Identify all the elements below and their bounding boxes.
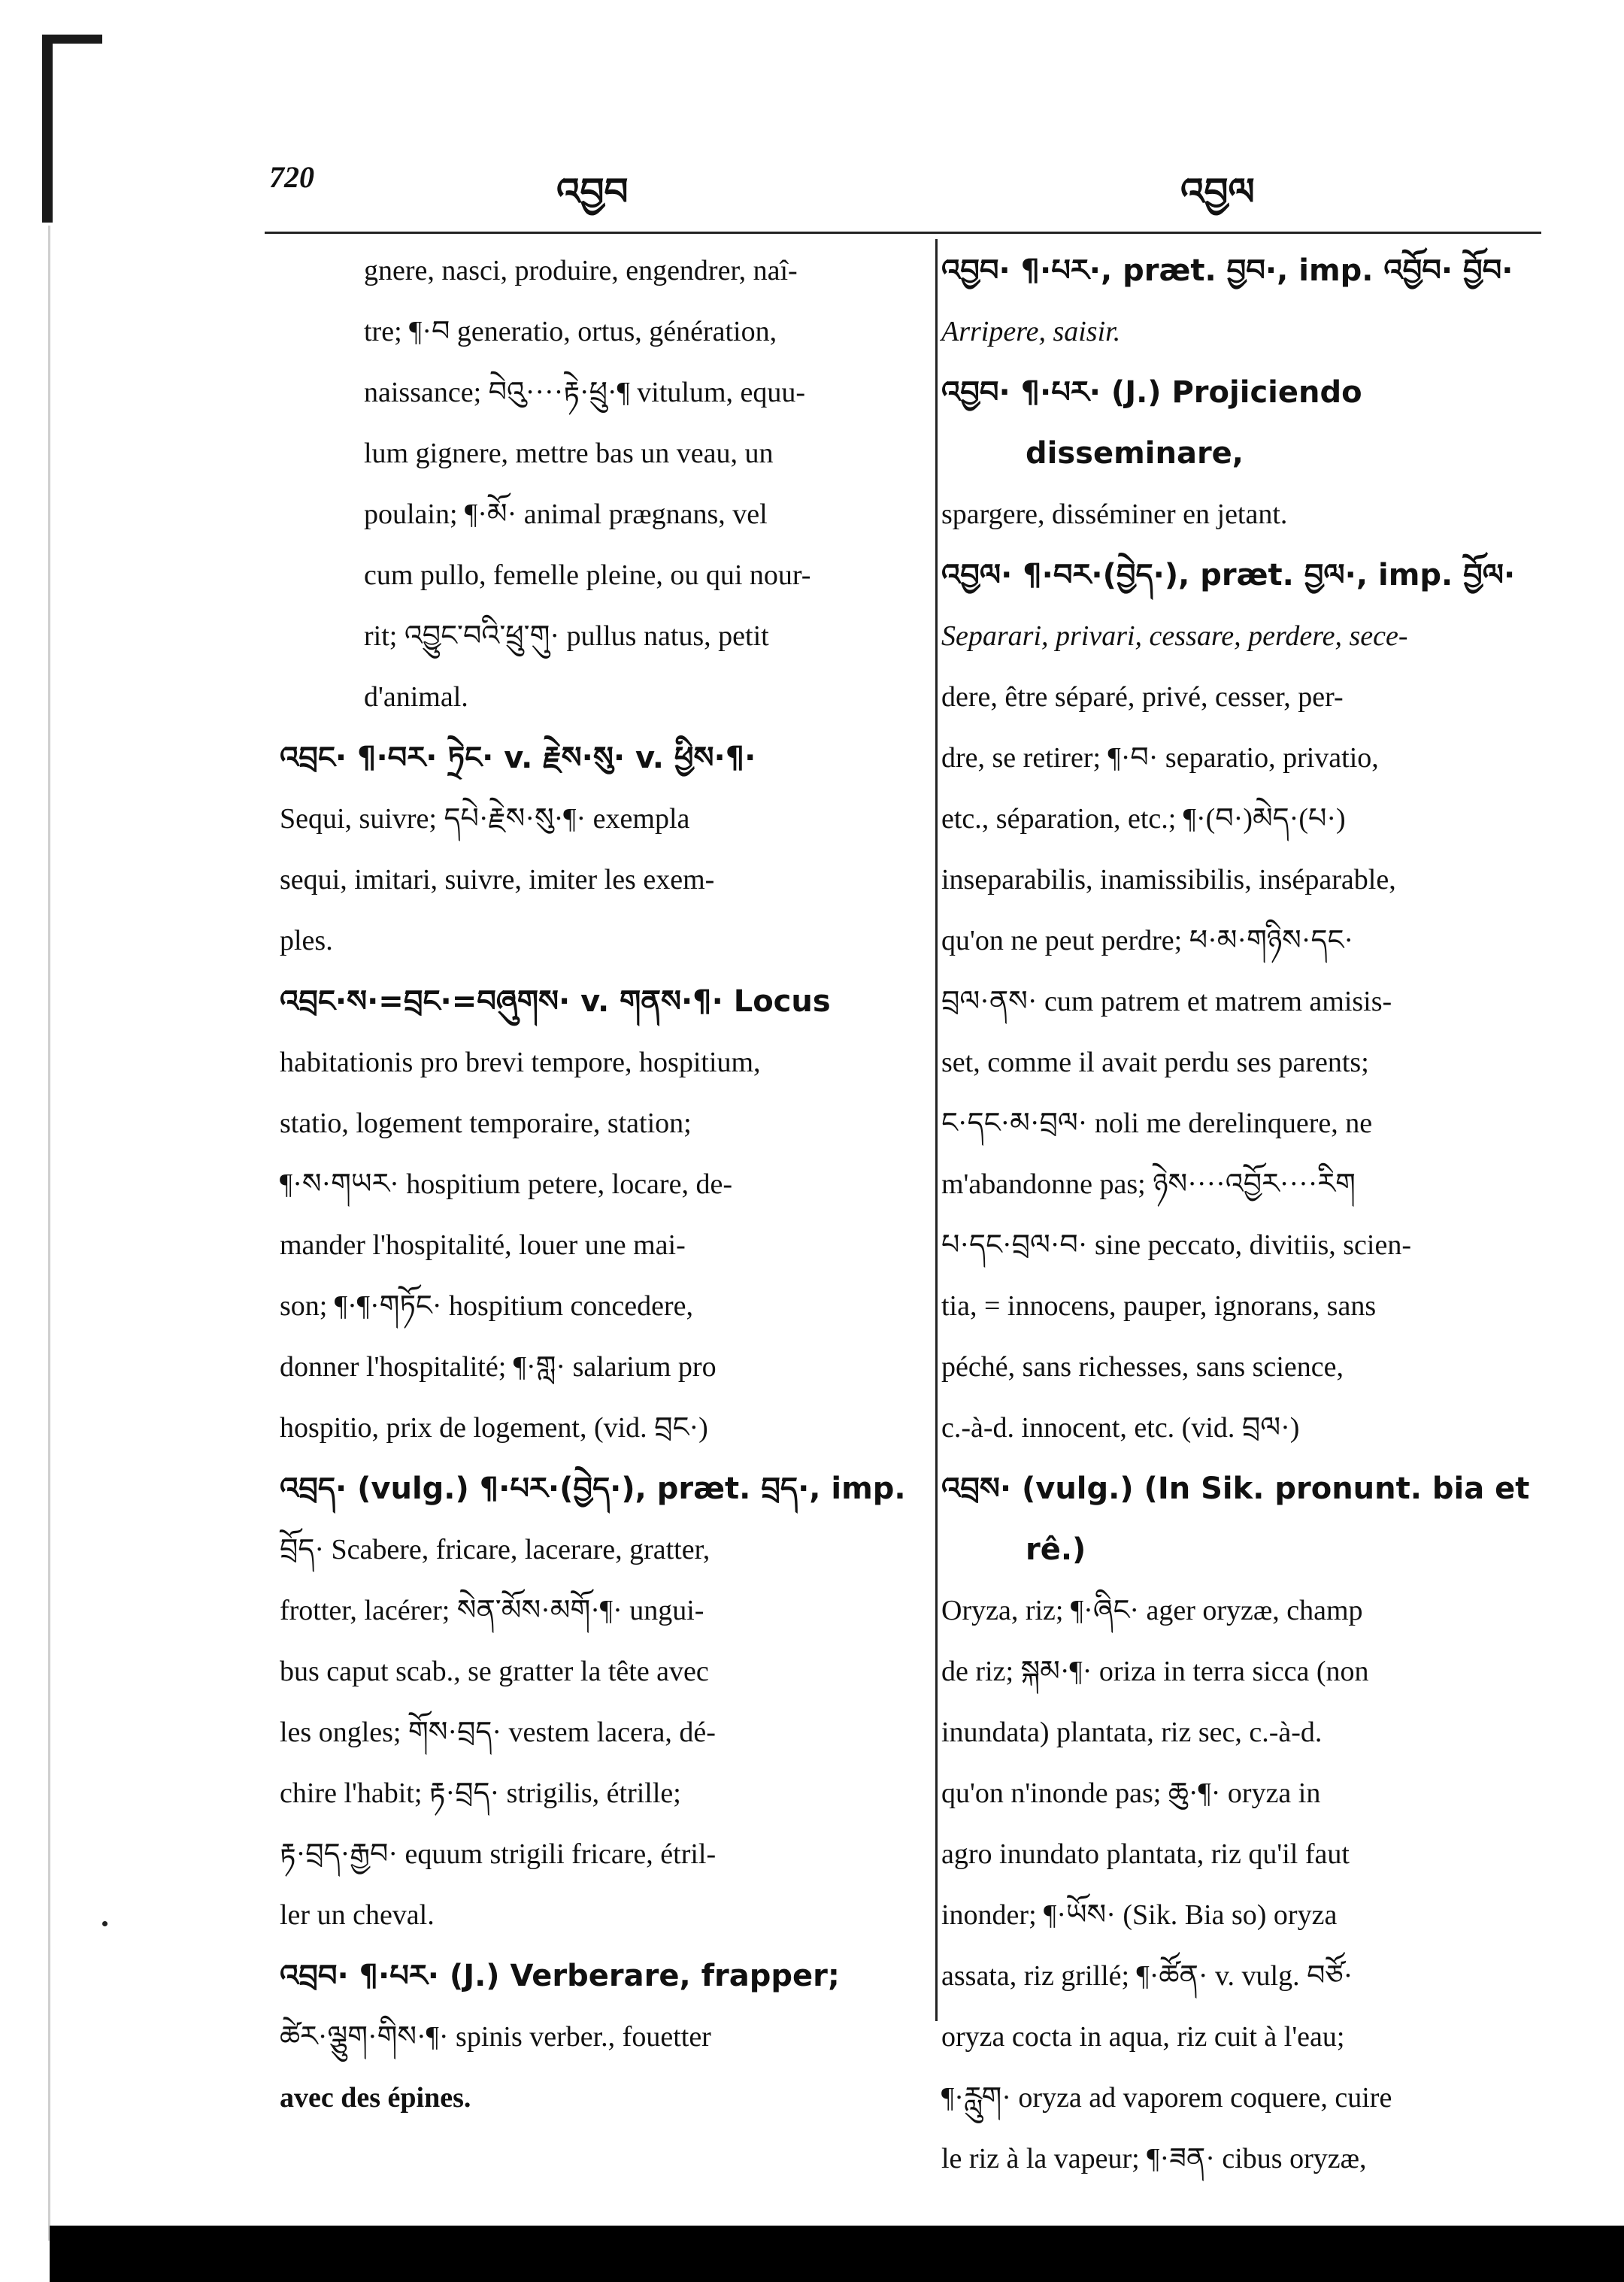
text-line: m'abandonne pas; ཉེས····འབྱོར····རིག: [941, 1168, 1356, 1200]
text-line: tre; ¶·བ generatio, ortus, génération,: [364, 316, 777, 347]
right-column: [941, 241, 1558, 2190]
dictionary-entry: [941, 362, 1558, 545]
text-line: tia, = innocens, pauper, ignorans, sans: [941, 1290, 1377, 1322]
text-line: sequi, imitari, suivre, imiter les exem-: [280, 864, 715, 896]
scan-corner-mark: [42, 35, 53, 223]
page-number: 720: [269, 160, 314, 194]
text-line: poulain; ¶·མོ· animal prægnans, vel: [364, 499, 768, 530]
text-line: cum pullo, femelle pleine, ou qui nour-: [364, 559, 811, 591]
scan-bottom-border: [50, 2226, 1624, 2282]
text-line: qu'on ne peut perdre; ཕ·མ·གཉིས·དང·: [941, 925, 1354, 956]
dictionary-entry: [941, 545, 1558, 1459]
text-line: gnere, nasci, produire, engendrer, naî-: [364, 255, 798, 286]
entry-continuation: [280, 241, 919, 728]
left-column: [280, 241, 919, 2129]
text-line: avec des épines.: [280, 2082, 471, 2114]
dictionary-entry: [280, 971, 919, 1459]
text-line: ང·དང·མ·བྲལ· noli me derelinquere, ne: [941, 1108, 1373, 1139]
text-line: qu'on n'inonde pas; ཆུ·¶· oryza in: [941, 1777, 1321, 1809]
scan-corner-mark-top: [42, 35, 102, 44]
text-line: oryza cocta in aqua, riz cuit à l'eau;: [941, 2021, 1345, 2053]
text-line: པ·དང·བྲལ·བ· sine peccato, divitiis, scien-: [941, 1229, 1411, 1261]
text-line: c.-à-d. innocent, etc. (vid. བྲལ·): [941, 1412, 1300, 1444]
text-line: de riz; སྐམ·¶· oriza in terra sicca (non: [941, 1656, 1369, 1687]
text-line: ples.: [280, 925, 333, 956]
text-line: set, comme il avait perdu ses parents;: [941, 1047, 1369, 1078]
text-line: le riz à la vapeur; ¶·ཟན· cibus oryzæ,: [941, 2143, 1367, 2174]
dictionary-entry: [941, 1459, 1558, 2190]
text-line: བྲོད· Scabere, fricare, lacerare, gratter,: [280, 1534, 710, 1565]
text-line: habitationis pro brevi tempore, hospitium,: [280, 1047, 761, 1078]
text-line: Sequi, suivre; དཔེ·རྗེས·སུ·¶· exempla: [280, 803, 690, 835]
scan-page-edge: [48, 226, 50, 2241]
text-line: assata, riz grillé; ¶·ཚོན· v. vulg. བཙོ·: [941, 1960, 1353, 1992]
entry-head-line: འབྱབ· ¶·པར·, præt. བྱབ·, imp. འབྱོབ· བྱོབ·: [941, 253, 1513, 288]
dictionary-entry: [280, 728, 919, 971]
scan-speck: [102, 1921, 108, 1926]
entry-head-line: འབྱལ· ¶·བར·(བྱེད·), præt. བྱལ·, imp. བྱོལ·: [941, 558, 1516, 592]
text-line: donner l'hospitalité; ¶·གླ· salarium pro: [280, 1351, 717, 1383]
text-line: ¶·རླུག· oryza ad vaporem coquere, cuire: [941, 2082, 1392, 2114]
entry-head-line: འབྲས· (vulg.) (In Sik. pronunt. bia et rê.): [941, 1471, 1530, 1567]
running-head-right: འབྱལ: [1180, 170, 1255, 214]
text-line: lum gignere, mettre bas un veau, un: [364, 438, 774, 469]
text-line: chire l'habit; རྟ·བྲད· strigilis, étrille;: [280, 1777, 681, 1809]
text-line: frotter, lacérer; སེན་མོས·མགོ·¶· ungui-: [280, 1595, 704, 1626]
text-line: statio, logement temporaire, station;: [280, 1108, 692, 1139]
text-line: Separari, privari, cessare, perdere, sece-: [941, 620, 1408, 652]
entry-head-line: འབྲབ· ¶·པར· (J.) Verberare, frapper;: [280, 1959, 840, 1993]
text-line: son; ¶·¶·གཏོང· hospitium concedere,: [280, 1290, 694, 1322]
text-line: dere, être séparé, privé, cesser, per-: [941, 681, 1344, 713]
text-line: ¶·ས·གཡར· hospitium petere, locare, de-: [280, 1168, 732, 1200]
running-head-left: འབྱབ: [556, 170, 629, 214]
entry-head-line: འབྲད· (vulg.) ¶·པར·(བྱེད·), præt. བྲད·, imp.: [280, 1471, 906, 1506]
text-line: d'animal.: [364, 681, 468, 713]
text-line: etc., séparation, etc.; ¶·(བ·)མེད·(པ·): [941, 803, 1346, 835]
text-line: inundata) plantata, riz sec, c.-à-d.: [941, 1717, 1323, 1748]
text-line: བྲལ·ནས· cum patrem et matrem amisis-: [941, 986, 1392, 1017]
text-line: péché, sans richesses, sans science,: [941, 1351, 1344, 1383]
text-line: རྟ·བྲད·རྒྱབ· equum strigili fricare, étril-: [280, 1838, 717, 1870]
text-line: inseparabilis, inamissibilis, inséparable,: [941, 864, 1396, 896]
text-line: rit; འབྱུང་བའི་ཕྲུ་གུ· pullus natus, petit: [364, 620, 769, 652]
entry-head-line: འབྲང·ས·=བྲང·=བཞུགས· v. གནས·¶· Locus: [280, 984, 831, 1019]
text-line: dre, se retirer; ¶·བ· separatio, privatio,: [941, 742, 1379, 774]
text-line: les ongles; གོས·བྲད· vestem lacera, dé-: [280, 1717, 716, 1748]
text-line: agro inundato plantata, riz qu'il faut: [941, 1838, 1350, 1870]
dictionary-entry: [280, 1459, 919, 1946]
entry-head-line: འབྱབ· ¶·པར· (J.) Projiciendo disseminare,: [941, 375, 1362, 471]
text-line: naissance; བེའུ····རྟེ·ཕྲུ·¶ vitulum, equu-: [364, 377, 806, 408]
header-rule: [265, 232, 1541, 234]
text-line: Arripere, saisir.: [941, 316, 1121, 347]
column-divider: [935, 239, 938, 2021]
text-line: mander l'hospitalité, louer une mai-: [280, 1229, 686, 1261]
text-line: inonder; ¶·ཡོས· (Sik. Bia so) oryza: [941, 1899, 1338, 1931]
text-line: ཚེར·ལྕུག·གིས·¶· spinis verber., fouetter: [280, 2021, 711, 2053]
text-line: ler un cheval.: [280, 1899, 435, 1931]
entry-head-line: འབྲང· ¶·བར· ཏྲེང· v. རྗེས·སུ· v. ཕྱིས·¶·: [280, 741, 756, 775]
text-line: hospitio, prix de logement, (vid. བྲང·): [280, 1412, 708, 1444]
text-line: spargere, disséminer en jetant.: [941, 499, 1288, 530]
dictionary-entry: [941, 241, 1558, 362]
text-line: bus caput scab., se gratter la tête avec: [280, 1656, 709, 1687]
text-line: Oryza, riz; ¶·ཞིང· ager oryzæ, champ: [941, 1595, 1363, 1626]
dictionary-entry: [280, 1946, 919, 2129]
